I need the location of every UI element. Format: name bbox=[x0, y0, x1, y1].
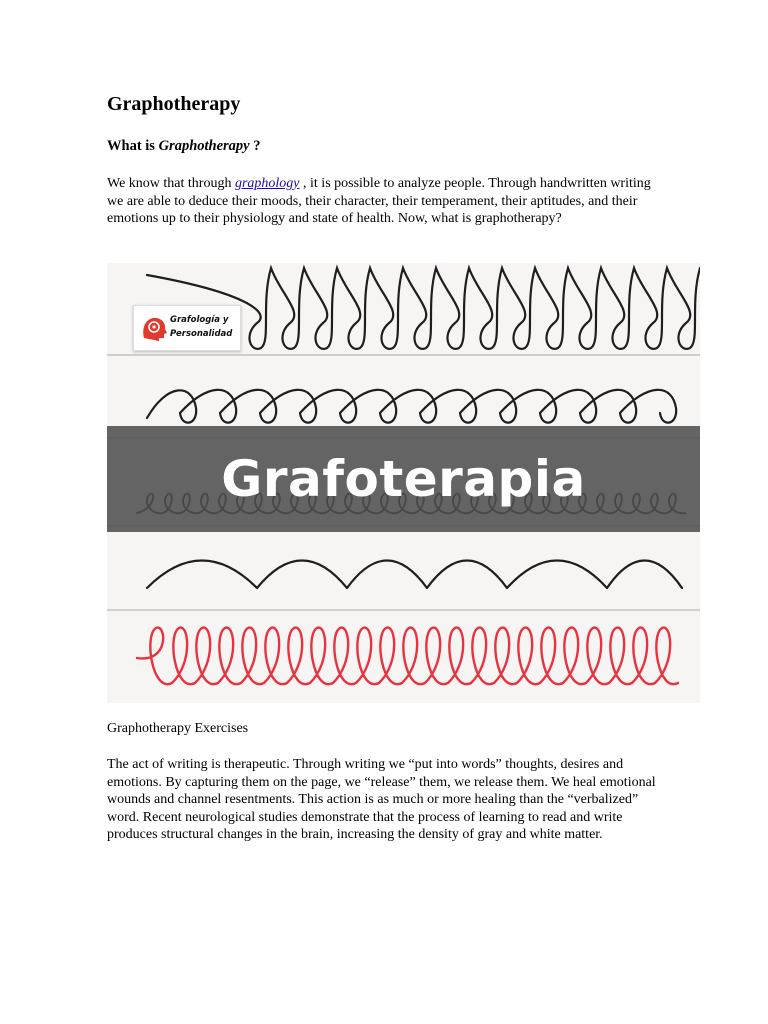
page-title: Graphotherapy bbox=[107, 93, 241, 115]
body-paragraph: The act of writing is therapeutic. Through writing we “put into words” thoughts, desires and emotions. By capturing them on the page, we “release” them, we release them. We heal emotional wounds and channel resentments. This action is as much or more healing than the “verbalized” word. Recent neurological studies demonstrate that the process of learning to read and write produces structural changes in the brain, increasing the density of gray and white matter. bbox=[107, 757, 656, 842]
logo-line-2: Personalidad bbox=[170, 329, 233, 339]
graphotherapy-exercises-image bbox=[107, 263, 700, 703]
logo-line-1: Grafología y bbox=[170, 315, 229, 325]
image-caption: Graphotherapy Exercises bbox=[107, 721, 249, 736]
intro-text-before-link: We know that through bbox=[107, 176, 235, 191]
head-profile-icon bbox=[140, 314, 168, 342]
banner-text: Grafoterapia bbox=[221, 450, 586, 508]
section-heading bbox=[107, 136, 261, 156]
section-heading-prefix: What is bbox=[107, 138, 159, 154]
logo-text bbox=[170, 313, 238, 341]
arch-stroke-row bbox=[147, 561, 682, 589]
intro-paragraph bbox=[107, 175, 667, 228]
wave-stroke-row bbox=[147, 390, 676, 423]
section-heading-emphasis: Graphotherapy bbox=[158, 138, 250, 154]
red-loop-stroke-row bbox=[137, 628, 678, 685]
grafologia-logo-badge bbox=[133, 305, 241, 351]
graphology-link[interactable]: graphology bbox=[234, 176, 300, 191]
section-heading-suffix: ? bbox=[249, 138, 261, 154]
title-banner bbox=[107, 426, 700, 532]
intro-text-after-link: , it is possible to analyze people. Through handwritten writing we are able to deduce their moods, their character, their temperament, their aptitudes, and their emotions up to their physiology and state of health. Now, what is graphotherapy? bbox=[107, 176, 651, 226]
